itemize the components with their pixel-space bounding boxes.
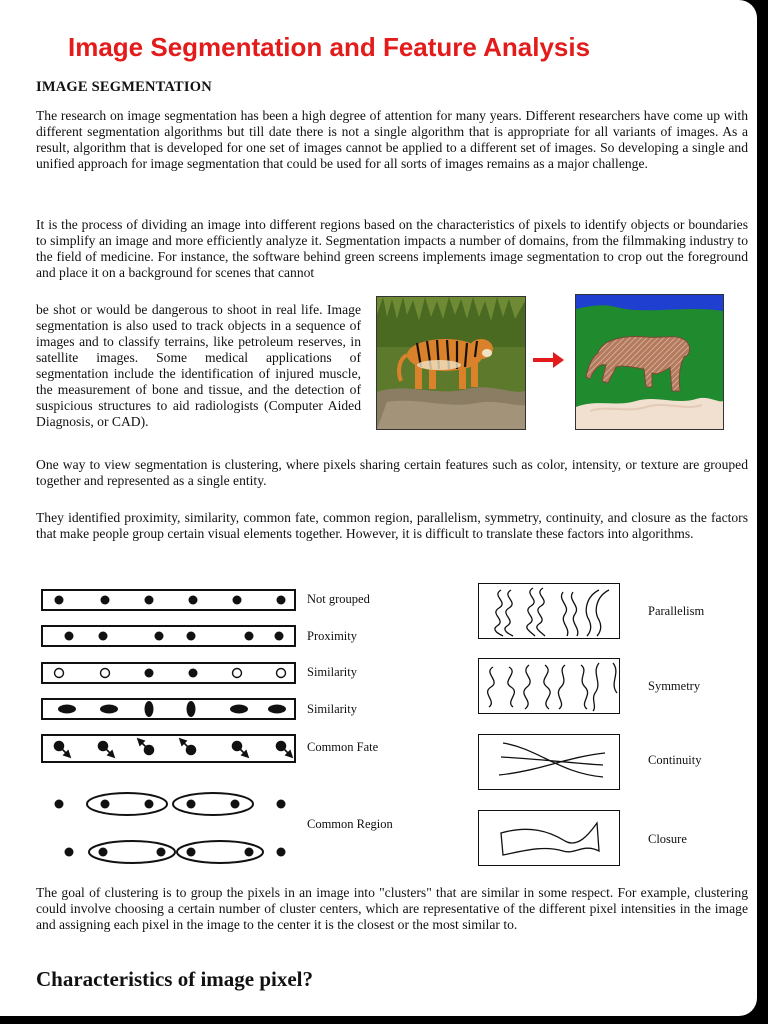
paragraph-intro: The research on image segmentation has been a high degree of attention for many years. Different researchers have come up with different segmentation algorithms but till date there is not a single algorithm that is appropriate for all variants of images. As a result, algorithm that is developed for one set of images cannot be applied to a different set of images. So developing a single and unified approach for image segmentation that could be used for all sorts of images remains as a major challenge. xyxy=(36,108,748,171)
paragraph-clustering-goal: The goal of clustering is to group the pixels in an image into "clusters" that are similar in some respect. For example, clustering could involve choosing a certain number of cluster centers, which are representative of the different pixel intensities in the image and assigning each pixel in the image to the center it is the closest or the most similar to. xyxy=(36,885,748,932)
arrow-right-icon xyxy=(531,350,565,370)
similarity-box-2 xyxy=(41,698,296,720)
characteristics-heading: Characteristics of image pixel? xyxy=(36,967,314,991)
parallelism-box xyxy=(478,583,620,639)
segmented-image xyxy=(575,294,724,430)
label-closure: Closure xyxy=(648,832,687,846)
closure-box xyxy=(478,810,620,866)
page-title: Image Segmentation and Feature Analysis xyxy=(68,32,591,62)
label-not-grouped: Not grouped xyxy=(307,592,370,606)
section-heading: IMAGE SEGMENTATION xyxy=(36,79,212,95)
label-similarity-2: Similarity xyxy=(307,702,357,716)
common-region-figure xyxy=(45,790,300,866)
label-common-fate: Common Fate xyxy=(307,740,379,754)
tiger-photo xyxy=(376,296,526,430)
label-parallelism: Parallelism xyxy=(648,604,705,618)
label-proximity: Proximity xyxy=(307,629,358,643)
label-continuity: Continuity xyxy=(648,753,702,767)
continuity-box xyxy=(478,734,620,790)
symmetry-box xyxy=(478,658,620,714)
paragraph-gestalt: They identified proximity, similarity, common fate, common region, parallelism, symmetry, continuity, and closure as the factors that make people group certain visual elements together. However, it is difficult to translate these factors into algorithms. xyxy=(36,510,748,541)
label-similarity-1: Similarity xyxy=(307,665,357,679)
paragraph-clustering: One way to view segmentation is clustering, where pixels sharing certain features such as color, intensity, or texture are grouped together and represented as a single entity. xyxy=(36,457,748,488)
label-symmetry: Symmetry xyxy=(648,679,701,693)
similarity-box-1 xyxy=(41,662,296,684)
label-common-region: Common Region xyxy=(307,817,393,831)
not-grouped-box xyxy=(41,589,296,611)
common-fate-box xyxy=(41,734,296,763)
proximity-box xyxy=(41,625,296,647)
paragraph-applications: be shot or would be dangerous to shoot in real life. Image segmentation is also used to track objects in a sequence of images and to classify terrains, like petroleum reserves, in satellite images. Some medical applications of segmentation include the identification of injured muscle, the measurement of bone and tissue, and the detection of suspicious structures to aid radiologists (Computer Aided Diagnosis, or CAD). xyxy=(36,302,361,429)
paragraph-definition: It is the process of dividing an image into different regions based on the characteristics of pixels to identify objects or boundaries to simplify an image and more efficiently analyze it. Segmentation impacts a number of domains, from the filmmaking industry to the field of medicine. For instance, the software behind green screens implements image segmentation to crop out the foreground and place it on a background for scenes that cannot xyxy=(36,217,748,280)
